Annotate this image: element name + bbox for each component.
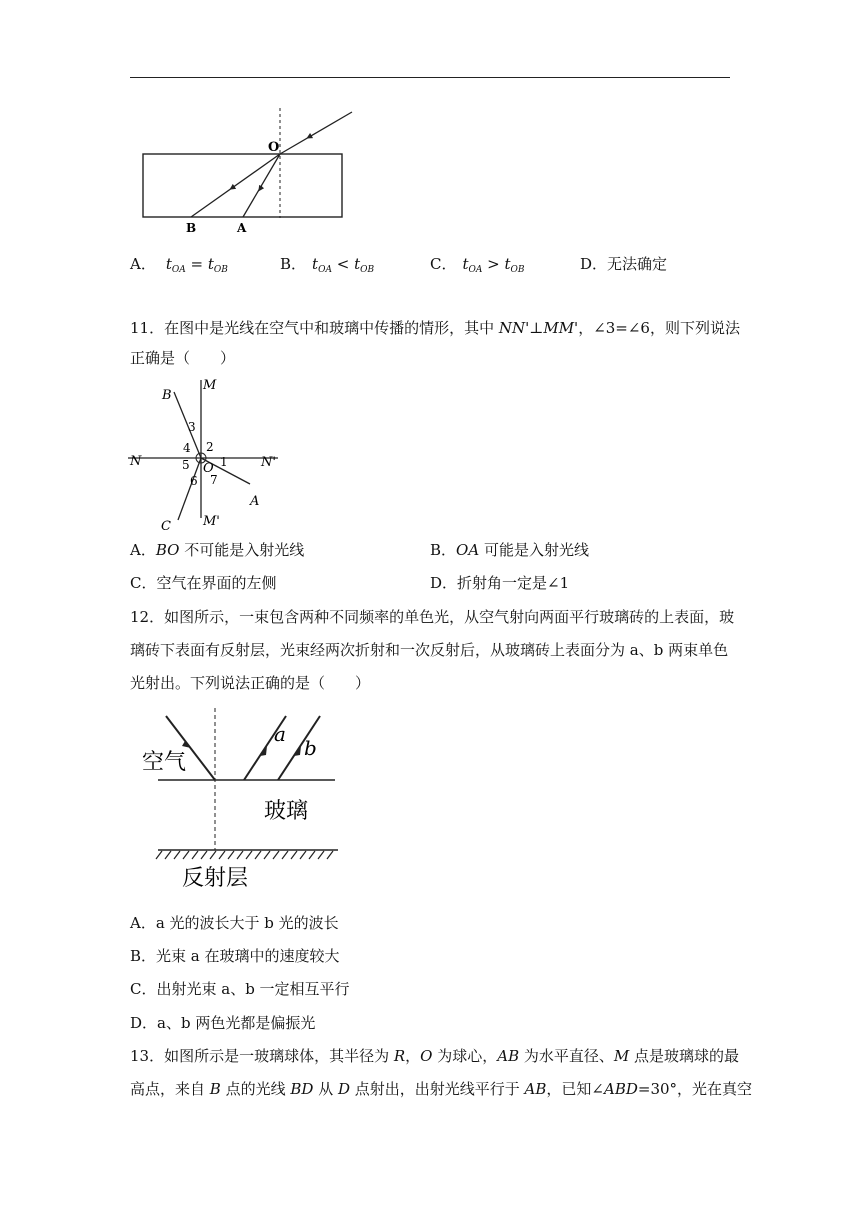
label-m-prime: M' xyxy=(203,514,220,529)
q13-stem-line2: 高点，来自 B 点的光线 BD 从 D 点射出，出射光线平行于 AB，已知∠ABD=30°，光在真空 xyxy=(130,1080,753,1098)
header-rule xyxy=(130,77,730,78)
q11-option-b[interactable]: B．OA 可能是入射光线 xyxy=(430,541,589,559)
q10-option-a[interactable]: A． $t_{OA} = t_{OB}$ xyxy=(130,255,228,275)
q10-option-d[interactable]: D．无法确定 xyxy=(580,255,668,273)
label-7: 7 xyxy=(210,473,218,487)
label-reflective-layer: 反射层 xyxy=(182,866,249,891)
label-c: C xyxy=(161,519,171,534)
ray-ob xyxy=(191,154,280,217)
q11-stem-line1: 11．在图中是光线在空气中和玻璃中传播的情形，其中 NN'⊥MM'，∠3=∠6，则下列说法 xyxy=(130,319,740,337)
label-o: O xyxy=(203,461,214,476)
ray-oa xyxy=(243,154,280,217)
label-glass: 玻璃 xyxy=(264,799,309,824)
q12-option-b[interactable]: B．光束 a 在玻璃中的速度较大 xyxy=(130,947,340,965)
label-5: 5 xyxy=(182,458,190,472)
q13-stem-line1: 13．如图所示是一玻璃球体，其半径为 R，O 为球心，AB 为水平直径、M 点是玻璃球的最 xyxy=(130,1047,740,1065)
label-4: 4 xyxy=(183,441,191,455)
label-3: 3 xyxy=(188,420,196,434)
label-a: A xyxy=(237,221,247,235)
label-a: a xyxy=(274,722,286,746)
label-o: O xyxy=(268,140,280,155)
label-n-prime: N' xyxy=(261,455,276,470)
q10-figure xyxy=(130,108,370,238)
label-2: 2 xyxy=(206,440,214,454)
label-m: M xyxy=(203,378,217,393)
label-b: B xyxy=(186,221,197,235)
q12-figure xyxy=(138,708,348,893)
q10-option-c[interactable]: C． $t_{OA} > t_{OB}$ xyxy=(430,255,525,275)
label-6: 6 xyxy=(190,474,198,488)
q12-stem-line1: 12．如图所示，一束包含两种不同频率的单色光，从空气射向两面平行玻璃砖的上表面，玻 xyxy=(130,608,735,626)
reflective-hatching xyxy=(156,851,333,859)
label-1: 1 xyxy=(220,455,228,469)
q12-option-d[interactable]: D．a、b 两色光都是偏振光 xyxy=(130,1014,316,1032)
q12-option-a[interactable]: A．a 光的波长大于 b 光的波长 xyxy=(130,914,339,932)
q11-option-c[interactable]: C．空气在界面的左侧 xyxy=(130,574,277,592)
q11-option-a[interactable]: A．BO 不可能是入射光线 xyxy=(130,541,305,559)
label-a: A xyxy=(250,494,260,509)
label-air: 空气 xyxy=(142,750,187,775)
glass-block xyxy=(143,154,342,217)
q12-option-c[interactable]: C．出射光束 a、b 一定相互平行 xyxy=(130,980,350,998)
q11-figure xyxy=(128,372,288,534)
incident-arrow xyxy=(309,133,316,137)
q11-option-d[interactable]: D．折射角一定是∠1 xyxy=(430,574,570,592)
q11-stem-line2: 正确是（ ） xyxy=(130,349,236,367)
label-n: N xyxy=(130,454,142,469)
q12-stem-line2: 璃砖下表面有反射层，光束经两次折射和一次反射后，从玻璃砖上表面分为 a、b 两束单色 xyxy=(130,641,729,659)
label-b: B xyxy=(162,388,172,403)
label-b: b xyxy=(304,736,317,760)
q10-option-b[interactable]: B． $t_{OA} < t_{OB}$ xyxy=(280,255,375,275)
q12-stem-line3: 光射出。下列说法正确的是（ ） xyxy=(130,674,371,692)
